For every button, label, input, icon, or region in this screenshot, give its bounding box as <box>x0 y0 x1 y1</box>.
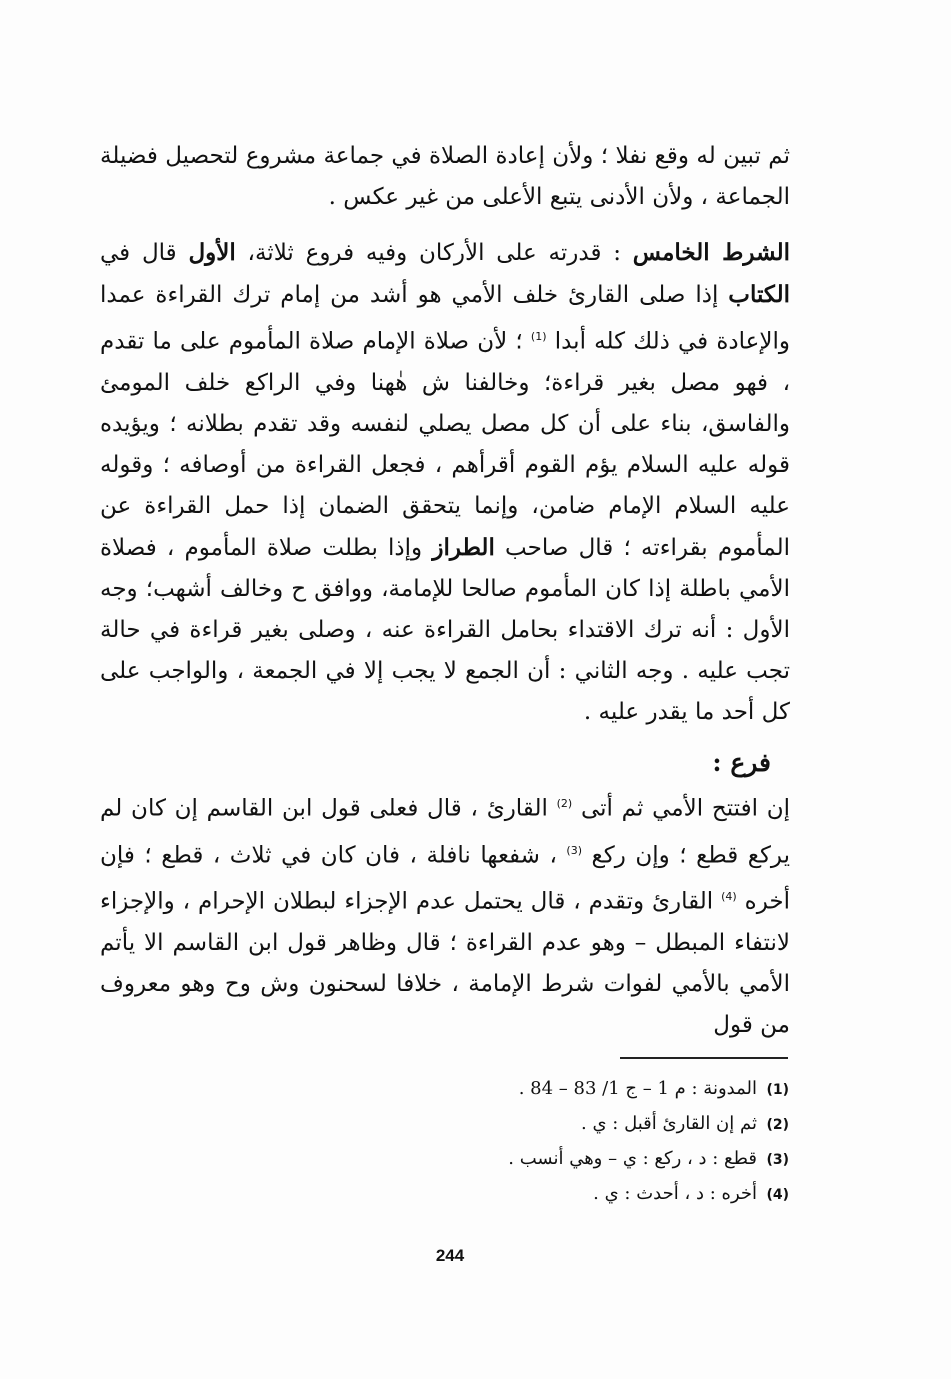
paragraph-2-part-b: قال في <box>100 240 189 266</box>
paragraph-3-part-a: إن افتتح الأمي ثم أتى <box>580 795 790 822</box>
footnote-item <box>289 1177 789 1212</box>
footnote-number: (1) <box>766 1082 789 1098</box>
paragraph-2-part-c: إذا صلى القارئ خلف الأمي هو أشد من إمام ترك القراءة عمدا والإعادة في ذلك كله أبدا <box>100 282 790 355</box>
footnote-ref-4[interactable]: (4) <box>721 890 737 904</box>
footnote-number: (4) <box>766 1187 789 1203</box>
footnote-text: ثم إن القارئ أقبل : ي . <box>581 1113 757 1134</box>
footnote-text: المدونة : م 1 – ج 1/ 83 – 84 . <box>518 1078 757 1099</box>
footnote-number: (2) <box>766 1117 789 1133</box>
footnotes-list <box>289 1072 789 1212</box>
footnote-ref-1[interactable]: (1) <box>530 330 547 343</box>
section-heading: الشرط الخامس <box>632 239 790 266</box>
paragraph-1-text: ثم تبين له وقع نفلا ؛ ولأن إعادة الصلاة في جماعة مشروع لتحصيل فضيلة الجماعة ، ولأن الأدنى يتبع الأعلى من غير عكس . <box>100 143 790 210</box>
paragraph-2-part-d: ؛ لأن صلاة الإمام صلاة المأموم على ما تقدم ، فهو مصل بغير قراءة؛ وخالفنا ش هٰهنا وفي الراكع خلف المومئ والفاسق، بناء على أن كل مصل يصلي لنفسه وقد تقدم بطلانه ؛ ويؤيده قوله عليه السلام يؤم القوم أقرأهم ، فجعل القراءة من أوصافه ؛ وقوله عليه السلام الإمام ضامن، وإنما يتحقق الضمان إذا حمل القراءة عن المأموم بقراءته ؛ قال صاحب <box>100 328 790 561</box>
footnote-item <box>289 1142 789 1177</box>
page-number: 244 <box>435 1246 465 1265</box>
footnote-item <box>289 1072 789 1107</box>
paragraph-3-part-c: ، شفعها نافلة ، فان كان في ثلاث ، قطع ؛ فإن أخره <box>100 842 791 915</box>
paragraph-3-text <box>100 783 790 1046</box>
paragraph-2 <box>100 232 790 733</box>
footnote-number: (3) <box>766 1152 789 1168</box>
paragraph-3-part-b: القارئ ، قال فعلى قول ابن القاسم إن كان لم يركع قطع ؛ وإن ركع <box>100 795 790 869</box>
footnote-ref-2[interactable]: (2) <box>556 797 573 810</box>
paragraph-2-part-a: : قدرته على الأركان وفيه فروع ثلاثة، <box>235 240 633 266</box>
footnote-item <box>289 1107 789 1142</box>
book-label: الكتاب <box>728 281 790 308</box>
paragraph-3 <box>100 783 790 1046</box>
footnote-ref-3[interactable]: (3) <box>566 843 583 857</box>
paragraph-1 <box>100 136 790 218</box>
paragraph-2-text <box>100 232 790 733</box>
footnote-text: أخره : د ، أحدث : ي . <box>593 1183 757 1204</box>
branch-heading: فرع : <box>712 748 771 777</box>
footnote-separator <box>620 1057 788 1059</box>
first-branch-label: الأول <box>188 239 236 266</box>
taraz-label: الطراز <box>432 533 495 561</box>
footnote-text: قطع : د ، ركع : ي – وهي أنسب . <box>508 1148 757 1169</box>
paragraph-2-part-e: وإذا بطلت صلاة المأموم ، فصلاة الأمي باطلة إذا كان المأموم صالحا للإمامة، ووافق ح وخالف أشهب؛ وجه الأول : أنه ترك الاقتداء بحامل القراءة عنه ، وصلى بغير قراءة في حالة تجب عليه . وجه الثاني : أن الجمع لا يجب إلا في الجمعة ، والواجب على كل أحد ما يقدر عليه . <box>100 534 790 725</box>
paragraph-3-part-d: القارئ وتقدم ، قال يحتمل عدم الإجزاء لبطلان الإحرام ، والإجزاء لانتفاء المبطل – وهو عدم القراءة ؛ قال وظاهر قول ابن القاسم الا يأتم الأمي بالأمي لفوات شرط الإمامة ، خلافا لسحنون وش وح وهو معروف من قول <box>100 888 790 1038</box>
